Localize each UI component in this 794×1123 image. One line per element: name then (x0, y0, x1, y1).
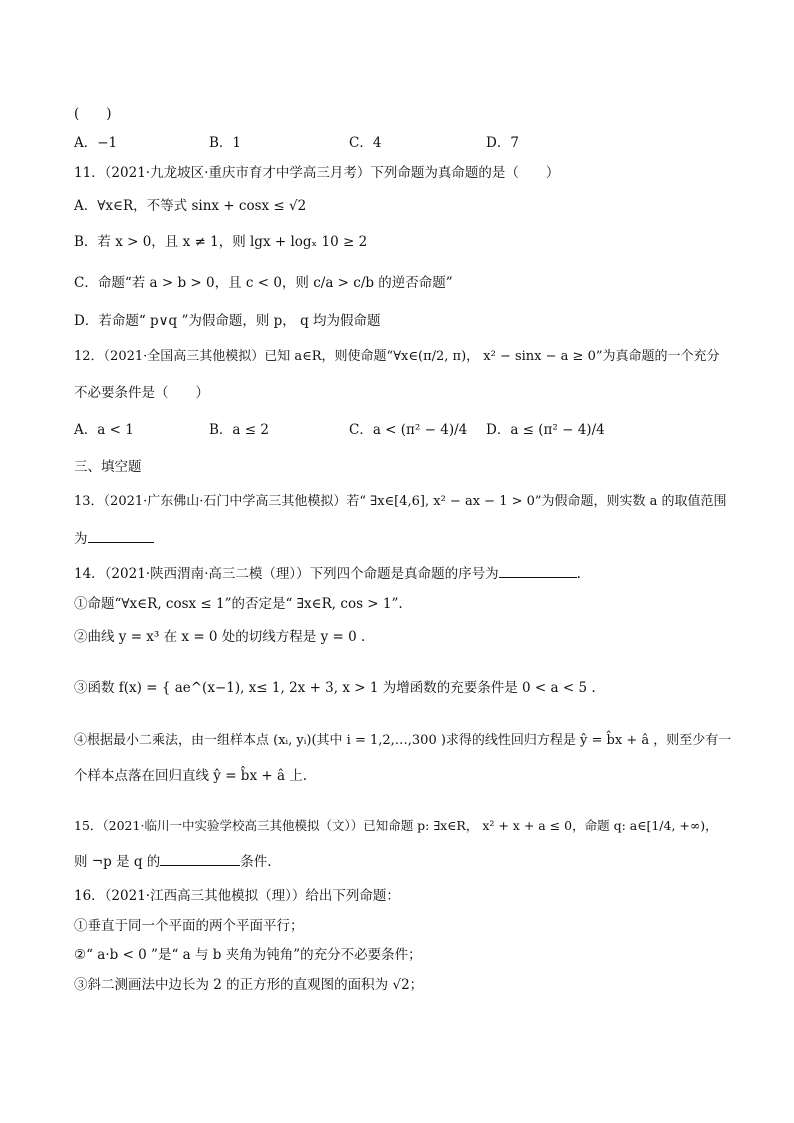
option-label: C． (349, 422, 373, 438)
q14-item-2: ②曲线 y = x³ 在 x = 0 处的切线方程是 y = 0 . (74, 629, 366, 645)
q12-option-b (209, 420, 269, 440)
option-text: 4 (372, 135, 382, 151)
q16-item-1: ①垂直于同一个平面的两个平面平行； (74, 918, 304, 934)
option-text: −1 (97, 135, 118, 151)
option-label: A． (74, 135, 98, 151)
option-label: A． (74, 422, 98, 438)
q12-option-c (349, 420, 467, 440)
q15-stem: 15．（2021·临川一中实验学校高三其他模拟（文））已知命题 p: ∃x∈R， x² + x + a ≤ 0，命题 q: a∈[1/4, +∞)， (74, 818, 718, 833)
section-heading: 三、填空题 (74, 459, 142, 475)
q10-option-a (74, 133, 117, 153)
option-label: B． (209, 135, 233, 151)
q11-option-a: A．∀x∈R，不等式 sinx + cosx ≤ √2 (74, 198, 307, 214)
q10-option-d (486, 133, 519, 153)
q15-stem-continued (74, 851, 272, 872)
q16-item-2: ②“ a·b < 0 ”是“ a 与 b 夹角为钝角”的充分不必要条件； (74, 947, 422, 963)
q10-option-c (349, 133, 381, 153)
option-label: C． (349, 135, 373, 151)
option-text: a < 1 (97, 422, 134, 438)
q11-stem: 11．（2021·九龙坡区·重庆市育才中学高三月考）下列命题为真命题的是（ ） (74, 165, 560, 181)
q14-item-1: ①命题“∀x∈R, cosx ≤ 1”的否定是“ ∃x∈R, cos > 1”. (74, 596, 403, 612)
option-text: a < (π² − 4)/4 (372, 422, 468, 438)
q16-stem: 16．（2021·江西高三其他模拟（理））给出下列命题： (74, 888, 400, 904)
q14-stem-end: . (576, 566, 581, 582)
option-text: 1 (232, 135, 242, 151)
q13-stem: 13．（2021·广东佛山·石门中学高三其他模拟）若“ ∃x∈[4,6], x² − ax − 1 > 0”为假命题，则实数 a 的取值范围 (74, 494, 727, 509)
q16-item-3: ③斜二测画法中边长为 2 的正方形的直观图的面积为 √2； (74, 977, 424, 993)
answer-blank[interactable] (88, 528, 154, 543)
q15-stem-tail: 则 ¬p 是 q 的 (74, 854, 161, 870)
answer-blank[interactable] (160, 851, 240, 866)
option-label: D． (486, 135, 511, 151)
q11-option-b: B．若 x > 0，且 x ≠ 1，则 lgx + logₓ 10 ≥ 2 (74, 234, 368, 250)
q13-stem-tail: 为 (74, 531, 88, 547)
option-text: a ≤ (π² − 4)/4 (510, 422, 605, 438)
answer-blank[interactable] (499, 563, 577, 578)
option-label: B． (209, 422, 233, 438)
q15-stem-end: 条件. (240, 854, 272, 870)
option-text: a ≤ 2 (232, 422, 269, 438)
q14-stem (74, 563, 581, 584)
q12-option-a (74, 420, 134, 440)
q14-stem-text: 14．（2021·陕西渭南·高三二模（理））下列四个命题是真命题的序号为 (74, 566, 499, 582)
q11-option-d: D．若命题“ p∨q ”为假命题，则 p， q 均为假命题 (74, 313, 381, 329)
q13-stem-continued (74, 528, 154, 549)
option-text: 7 (510, 135, 519, 151)
q10-option-b (209, 133, 241, 153)
q12-stem: 12．（2021·全国高三其他模拟）已知 a∈R，则使命题“∀x∈(π/2, π)， x² − sinx − a ≥ 0”为真命题的一个充分 (74, 349, 720, 364)
option-label: D． (486, 422, 511, 438)
q10-tail: ( ) (74, 106, 112, 122)
q14-item-4-continued: 个样本点落在回归直线 ŷ = b̂x + â 上. (74, 768, 308, 784)
q11-option-c: C．命题“若 a > b > 0，且 c < 0，则 c/a > c/b 的逆否命题” (74, 275, 453, 291)
q14-item-3: ③函数 f(x) = { ae^(x−1), x≤ 1, 2x + 3, x > 1 为增函数的充要条件是 0 < a < 5 . (74, 680, 596, 696)
q12-option-d (486, 420, 605, 440)
q14-item-4: ④根据最小二乘法，由一组样本点 (xᵢ, yᵢ)(其中 i = 1,2,…,300 )求得的线性回归方程是 ŷ = b̂x + â ，则至少有一 (74, 733, 732, 748)
q12-stem-continued: 不必要条件是（ ） (74, 385, 209, 401)
